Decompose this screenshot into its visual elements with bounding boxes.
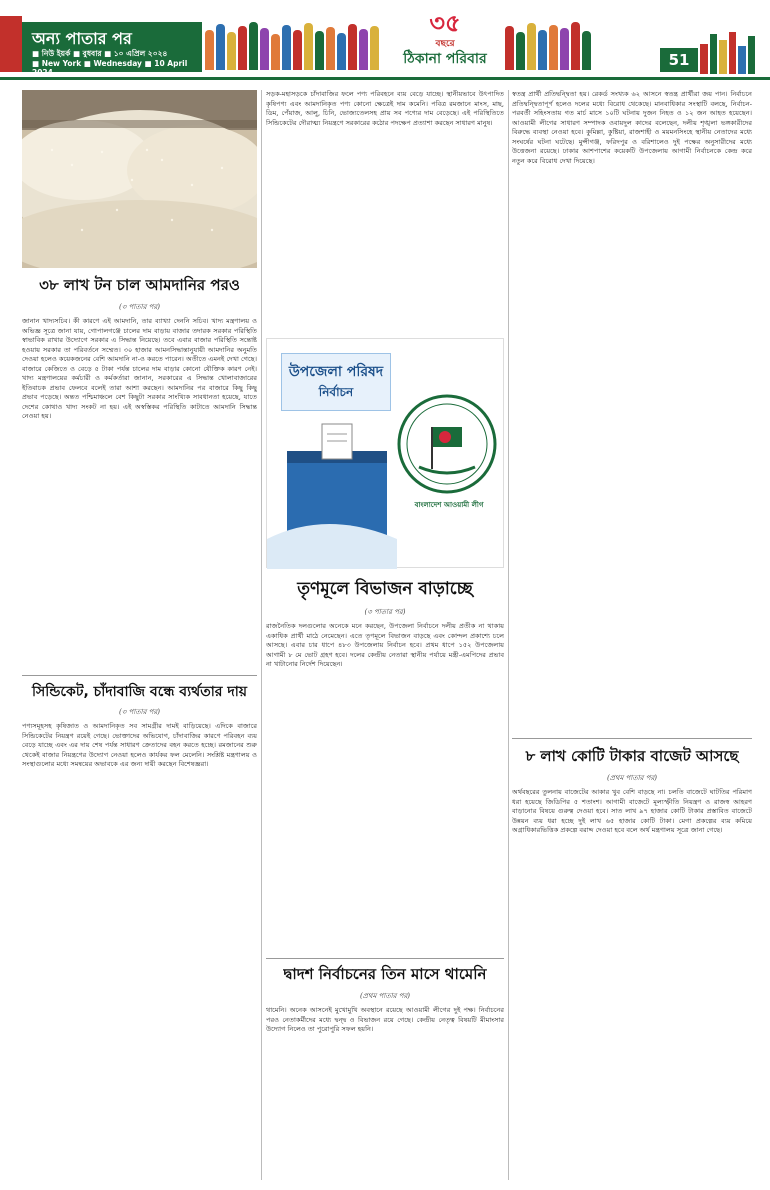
anniversary-banner — [205, 8, 585, 74]
article-budget-body: অর্থবছরের তুলনায় বাজেটের আকার খুব বেশি বাড়ছে না। চলতি বাজেটে ঘাটতির পরিমাণ ধরা হয়েছে জিডিপির ৫ শতাংশ। আগামী বাজেটে মূল্যস্ফীতি নিয়ন্ত্রণ ও রাজস্ব আহরণ বাড়ানোর বিষয়ে গুরুত্ব দেওয়া হবে। সাত লাখ ৯৭ হাজার কোটি টাকার প্রস্তাবিত বাজেটে উন্নয়ন ব্যয় ধরা হচ্ছে দুই লাখ ৬৫ হাজার কোটি টাকা। মেগা প্রকল্পের ব্যয় কমিয়ে অগ্রাধিকারভিত্তিক প্রকল্পে বরাদ্দ দেওয়া হবে বলে অর্থ মন্ত্রণালয় সূত্রে জানা গেছে। — [512, 788, 752, 834]
column-left — [22, 90, 257, 1082]
date-line-english: ■ New York ■ Wednesday ■ 10 April 2024 — [32, 59, 188, 77]
continuation-note: (প্রথম পাতার পর) — [359, 992, 411, 1000]
crowd-illustration-left — [205, 18, 379, 70]
article-grassroots-body: রাজনৈতিক দলগুলোর অনেকে মনে করছেন, উপজেলা নির্বাচনে দলীয় প্রতীক না থাকায় একাধিক প্রার্থী মাঠে নেমেছেন। এতে তৃণমূলে বিভাজন বাড়ছে এবং কোন্দল প্রকাশ্যে চলে আসছে। এবার চার ধাপে ৪৮৩ উপজেলায় নির্বাচন হবে। প্রথম ধাপে ১৫২ উপজেলায় আগামী ৮ মে ভোট গ্রহণ হবে। দলের কেন্দ্রীয় নেতারা স্থানীয় পর্যায়ে মন্ত্রী-এমপিদের প্রভাব না খাটানোর নির্দেশ দিয়েছেন। — [266, 622, 504, 668]
column-rule — [261, 90, 262, 1180]
upazila-election-graphic — [266, 338, 504, 568]
rice-sacks-photo — [22, 90, 257, 268]
headline-budget: ৮ লাখ কোটি টাকার বাজেট আসছে — [525, 747, 739, 765]
graphic-title-line2: নির্বাচন — [318, 385, 354, 399]
headline-grassroots-division: তৃণমূলে বিভাজন বাড়াচ্ছে — [297, 579, 473, 599]
article-twelfth-election-body: থামেনি। অনেক আসনেই মুখোমুখি অবস্থানে রয়েছে আওয়ামী লীগের দুই পক্ষ। নির্বাচনের পরও নেতাকর্মীদের মধ্যে দ্বন্দ্ব ও বিভাজন রয়ে গেছে। কেন্দ্রীয় নেতৃত্ব বিষয়টি মীমাংসার উদ্যোগ নিলেও তা পুরোপুরি সফল হয়নি। — [266, 1006, 504, 1033]
header-ribbon — [0, 16, 22, 72]
column-rule — [508, 90, 509, 1180]
graphic-title-line1: উপজেলা পরিষদ — [288, 364, 384, 380]
page-number: 51 — [660, 48, 698, 72]
column-right — [512, 90, 752, 1178]
article-divider — [512, 738, 752, 745]
article-continuation-top: সড়ক-মহাসড়কে চাঁদাবাজির ফলে পণ্য পরিবহনে ব্যয় বেড়ে যাচ্ছে। স্থানীয়ভাবে উৎপাদিত কৃষিপণ্য এবং আমদানিকৃত পণ্য কোনো ক্ষেত্রেই দাম কমেনি। পবিত্র রমজানে মাংস, মাছ, ডিম, পেঁয়াজ, আলু, চিনি, ভোজ্যতেলসহ প্রায় সব পণ্যের দাম বেড়েছে। এই পরিস্থিতিতে সিন্ডিকেটের দৌরাত্ম্য নিয়ন্ত্রণে সরকারের কঠোর পদক্ষেপ প্রত্যাশা করছেন সাধারণ মানুষ। — [266, 90, 504, 127]
thikana-logo — [390, 10, 500, 72]
ballot-and-party-logo — [267, 339, 505, 569]
logo-number: ৩৫ — [429, 9, 461, 37]
article-rice-import-body: জানান খাদ্যসচিব। কী কারণে এই আমদানি, তার ব্যাখ্যা দেননি সচিব। খাদ্য মন্ত্রণালয় ও অভিজ্ঞ সূত্রে জানা যায়, গোপালগঞ্জে চালের দাম বাড়ায় বাজার তদারক সরকার পরিস্থিতি স্বাভাবিক রাখার উদ্যোগে সরকার এ সিদ্ধান্ত নিয়েছে। তবে এবার বাজার পরিস্থিতি সন্তোষ্ট হওয়ায় সরকার তা পরিবর্তনে সম্মেত। ৩০ হাজার আমনসিদ্ধান্তানুযায়ী আমদানির অনুমতি দেওয়া হলেও কয়েকজনের বেশি আমদানি না-ও করতে পারেন। অতীতে এমনই দেখা গেছে। বাজারে কেজিতে ও বেড়ে ৫ টাকা পর্যন্ত চালের দাম বাড়ার কোনো যৌক্তিক কারণ নেই। খাদ্য মন্ত্রণালয়ের কর্মচারী ও কর্মকর্তারা জানান, সরকারের এ সিদ্ধান্ত খোলাবাজারের ইতিবাচক প্রভাব ফেলবে বলেই তারা আশা করছেন। আমদানির পর বাজারে কিছু কিছু প্রভাব পড়েছে। অন্তত পশ্চিমাঞ্চলে বেশ কিছুটা সরকার সাংখ্যিক সাবধানতা হয়েছে, যাতে দেশের কোথাও খাদ্য সংকট না হয়। এই অস্বস্তিকর পরিস্থিতি কাটাতে আমদানি সিদ্ধান্ত নেওয়া হয়। — [22, 317, 257, 420]
continuation-note: (৩ পাতার পর) — [119, 708, 160, 716]
date-line-bangla: ■ নিউ ইয়র্ক ■ বুধবার ■ ১০ এপ্রিল ২০২৪ — [32, 49, 168, 58]
party-name-label: বাংলাদেশ আওয়ামী লীগ — [414, 501, 484, 509]
column-middle — [266, 90, 504, 1190]
bookshelf-illustration — [700, 30, 755, 74]
article-continuation-election: স্বতন্ত্র প্রার্থী প্রতিদ্বন্দ্বিতা হয়। রেকর্ড সংখ্যক ৬২ আসনে স্বতন্ত্র প্রার্থীরা জয় পান। নির্বাচনে প্রতিদ্বন্দ্বিতাপূর্ণ হলেও দলের মধ্যে বিরোধ থেকেছে। মানবাধিকার সংস্থাটি বলছে, নির্বাচন-পরবর্তী সহিংসতায় গত মার্চ মাসে ১০টি ঘটনায় দুজন নিহত ও ১২ জন আহত হয়েছেন। আওয়ামী লীগের সাধারণ সম্পাদক ওবায়দুল কাদের বলেছেন, দলীয় শৃঙ্খলা ভঙ্গকারীদের বিরুদ্ধে ব্যবস্থা নেওয়া হবে। কুমিল্লা, কুষ্টিয়া, রাজশাহী ও ময়মনসিংহে স্থানীয় নেতাদের মধ্যে সংঘর্ষের ঘটনা ঘটেছে। মুন্সীগঞ্জ, ফরিদপুর ও বরিশালেও দুই পক্ষের অনুসারীদের মধ্যে উত্তেজনা রয়েছে। ঢাকার আশপাশের কয়েকটি উপজেলায় আগামী নির্বাচনকে কেন্দ্র করে নতুন করে বিরোধ দেখা দিয়েছে। — [512, 90, 752, 165]
headline-twelfth-election: দ্বাদশ নির্বাচনের তিন মাসে থামেনি — [283, 965, 487, 983]
article-syndicate-body: পণ্যসমূহসহ কৃষিজাত ও আমদানিকৃত সব সামগ্রীর দামই বাড়িয়েছে। এদিকে বাজারে সিন্ডিকেটের নিয়ন্ত্রণ রয়েই গেছে। ভোক্তাদের অভিযোগ, চাঁদাবাজির কারণে পরিবহন ব্যয় বেড়ে যাচ্ছে এবং এর দায় শেষ পর্যন্ত সাধারণ ক্রেতাদের বহন করতে হচ্ছে। রমজানের শুরু থেকেই বাজার নিয়ন্ত্রণের উদ্যোগ নেওয়া হলেও কার্যকর ফল মেলেনি। সংশ্লিষ্ট মন্ত্রণালয় ও সংস্থাগুলোর মধ্যে সমন্বয়ের অভাবকে এর জন্য দায়ী করছেন বিশেষজ্ঞরা। — [22, 722, 257, 768]
continuation-note: (৩ পাতার পর) — [119, 303, 160, 311]
crowd-illustration-right — [505, 18, 591, 70]
continuation-note: (৩ পাতার পর) — [364, 608, 406, 616]
headline-rice-import: ৩৮ লাখ টন চাল আমদানির পরও — [39, 276, 240, 294]
continuation-note: (প্রথম পাতার পর) — [606, 774, 658, 782]
page-header — [0, 0, 770, 80]
section-box — [22, 22, 202, 77]
section-title: অন্য পাতার পর — [32, 29, 132, 48]
headline-syndicate: সিন্ডিকেট, চাঁদাবাজি বন্ধে ব্যর্থতার দায় — [31, 684, 248, 700]
logo-name: ঠিকানা পরিবার — [403, 51, 487, 67]
logo-word: বছরে — [435, 39, 455, 49]
